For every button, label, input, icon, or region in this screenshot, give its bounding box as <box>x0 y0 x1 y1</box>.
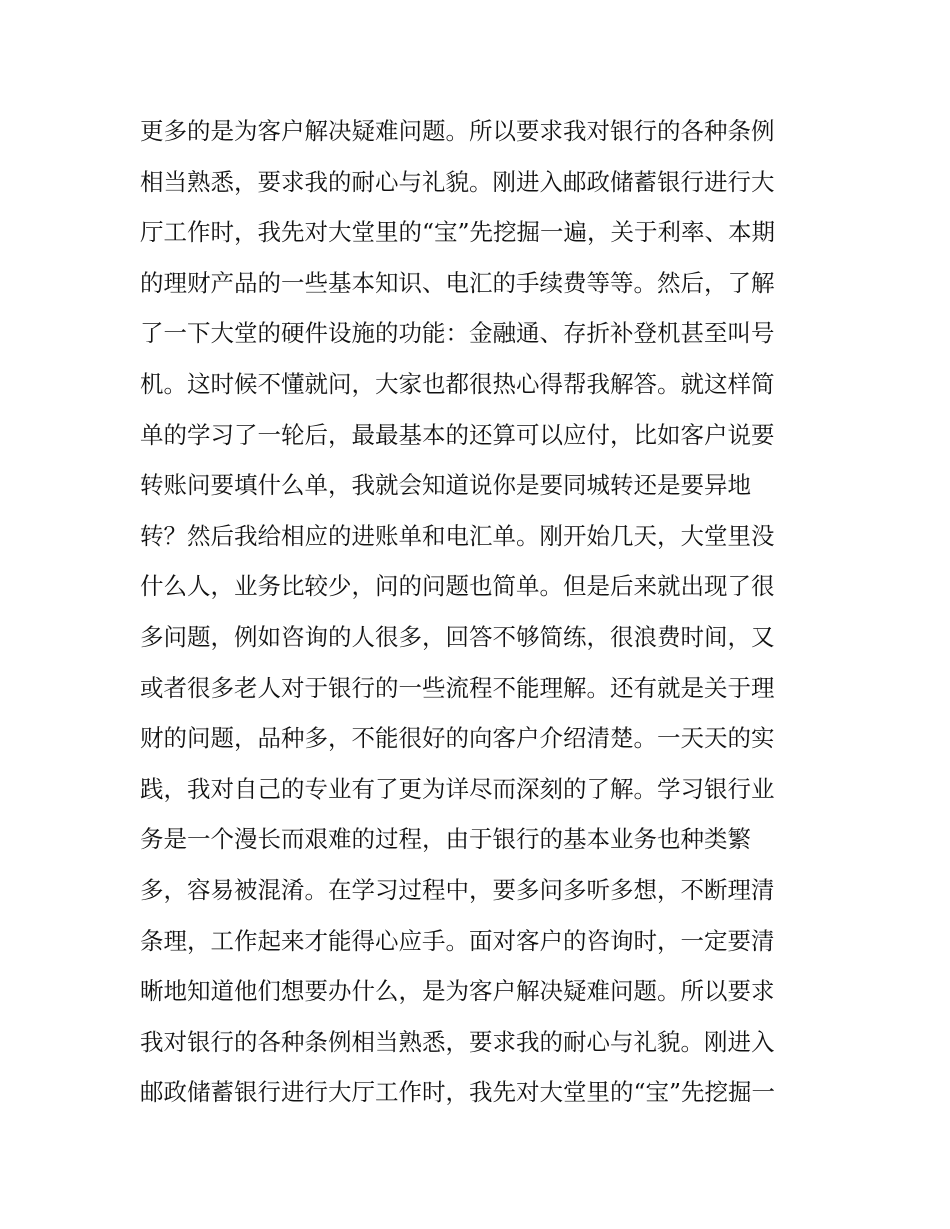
text-line-18: 晰地知道他们想要办什么，是为客户解决疑难问题。所以要求 <box>140 977 775 1006</box>
body-paragraph <box>140 106 820 1118</box>
text-line-11: 多问题，例如咨询的人很多，回答不够简练，很浪费时间，又 <box>140 622 775 651</box>
text-line-7: 单的学习了一轮后，最最基本的还算可以应付，比如客户说要 <box>140 420 775 449</box>
text-line-5: 了一下大堂的硬件设施的功能：金融通、存折补登机甚至叫号 <box>140 319 775 348</box>
text-line-12: 或者很多老人对于银行的一些流程不能理解。还有就是关于理 <box>140 673 775 702</box>
text-line-9: 转？然后我给相应的进账单和电汇单。刚开始几天，大堂里没 <box>140 521 775 550</box>
text-line-10: 什么人，业务比较少，问的问题也简单。但是后来就出现了很 <box>140 572 775 601</box>
text-line-13: 财的问题，品种多，不能很好的向客户介绍清楚。一天天的实 <box>140 724 775 753</box>
text-line-6: 机。这时候不懂就问，大家也都很热心得帮我解答。就这样简 <box>140 369 775 398</box>
text-line-3: 厅工作时，我先对大堂里的“宝”先挖掘一遍，关于利率、本期 <box>140 218 776 247</box>
text-line-14: 践，我对自己的专业有了更为详尽而深刻的了解。学习银行业 <box>140 774 775 803</box>
text-line-16: 多，容易被混淆。在学习过程中，要多问多听多想，不断理清 <box>140 875 775 904</box>
text-line-4: 的理财产品的一些基本知识、电汇的手续费等等。然后，了解 <box>140 268 775 297</box>
text-line-20: 邮政储蓄银行进行大厅工作时，我先对大堂里的“宝”先挖掘一 <box>140 1078 776 1107</box>
text-line-17: 条理，工作起来才能得心应手。面对客户的咨询时，一定要清 <box>140 926 775 955</box>
text-line-1: 更多的是为客户解决疑难问题。所以要求我对银行的各种条例 <box>140 117 775 145</box>
text-line-15: 务是一个漫长而艰难的过程，由于银行的基本业务也种类繁 <box>140 825 751 854</box>
text-line-2: 相当熟悉，要求我的耐心与礼貌。刚进入邮政储蓄银行进行大 <box>140 167 775 196</box>
text-line-19: 我对银行的各种条例相当熟悉，要求我的耐心与礼貌。刚进入 <box>140 1027 775 1056</box>
text-line-8: 转账问要填什么单，我就会知道说你是要同城转还是要异地 <box>140 471 751 500</box>
